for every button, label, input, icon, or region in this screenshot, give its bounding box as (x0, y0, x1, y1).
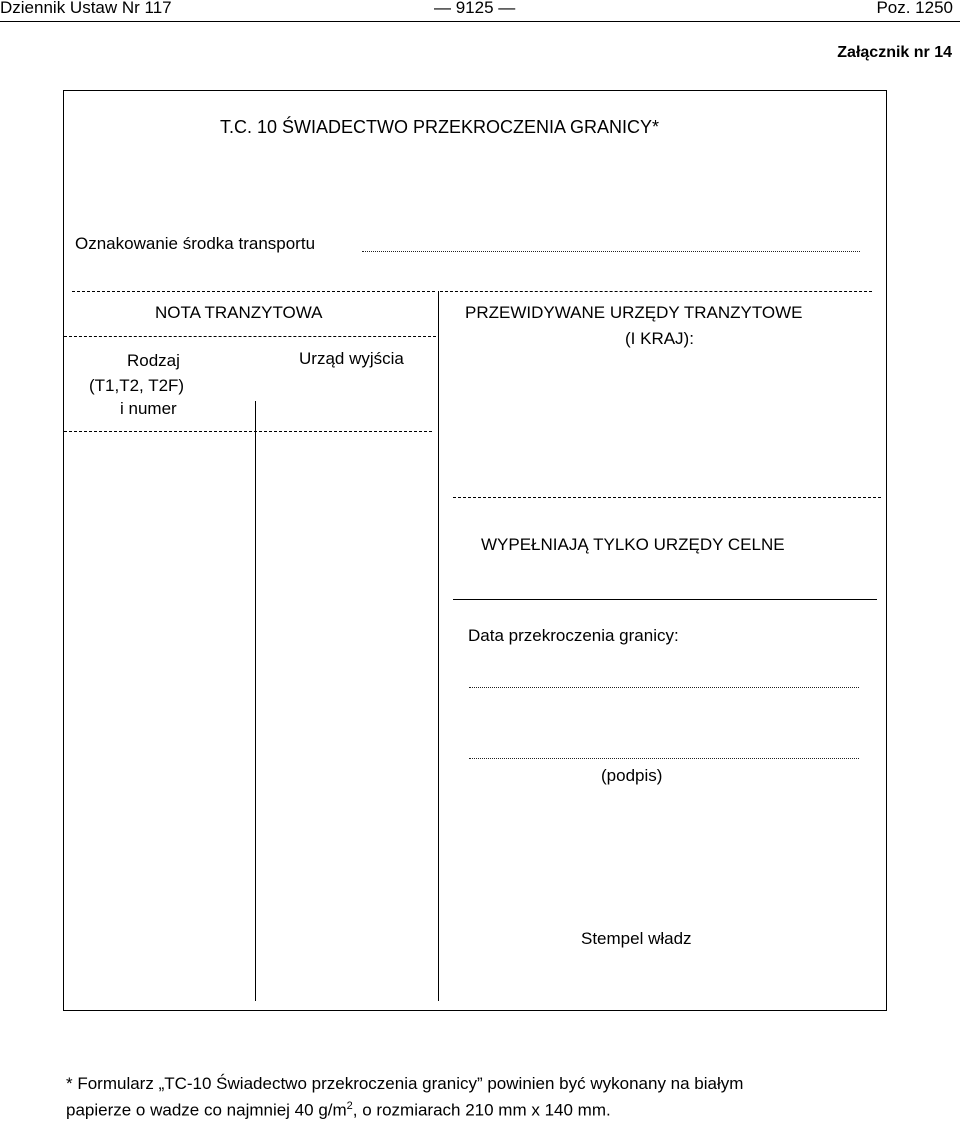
header-rule (0, 21, 960, 22)
crossing-date-label: Data przekroczenia granicy: (468, 626, 679, 645)
footnote-superscript: 2 (346, 1100, 353, 1112)
top-dashed-rule-left (72, 291, 435, 292)
crossing-date-field[interactable] (469, 687, 859, 688)
offices-dashed-rule (453, 497, 881, 498)
column-type-number: i numer (120, 399, 177, 418)
transit-note-heading: NOTA TRANZYTOWA (155, 303, 323, 322)
column-type-label: Rodzaj (127, 351, 180, 370)
footnote-line-2-end: , o rozmiarach 210 mm x 140 mm. (352, 1100, 611, 1120)
top-dashed-rule-right (440, 291, 872, 292)
customs-section-rule (453, 599, 877, 600)
signature-field[interactable] (469, 758, 859, 759)
footnote-line-2 (66, 1095, 743, 1122)
footnote (66, 1073, 743, 1122)
column-divider-left (255, 401, 256, 1001)
signature-label: (podpis) (601, 766, 663, 785)
column-office-label: Urząd wyjścia (299, 349, 404, 368)
form-title: T.C. 10 ŚWIADECTWO PRZEKROCZENIA GRANICY* (220, 117, 660, 137)
page-number: — 9125 — (434, 0, 516, 17)
customs-only-label: WYPEŁNIAJĄ TYLKO URZĘDY CELNE (481, 535, 785, 554)
transport-dotted-field[interactable] (362, 251, 860, 252)
column-type-codes: (T1,T2, T2F) (89, 376, 185, 395)
journal-title: Dziennik Ustaw Nr 117 (0, 0, 172, 17)
footnote-line-2-text: papierze o wadze co najmniej 40 g/m (66, 1100, 347, 1120)
position-number: Poz. 1250 (876, 0, 953, 17)
transit-note-dashed-rule (64, 336, 436, 337)
column-divider-main (438, 291, 439, 1001)
footnote-line-1: * Formularz „TC-10 Świadectwo przekroczenia granicy” powinien być wykonany na białym (66, 1074, 744, 1093)
columns-dashed-rule (64, 431, 432, 432)
transit-offices-heading: PRZEWIDYWANE URZĘDY TRANZYTOWE (465, 303, 803, 322)
transport-label: Oznakowanie środka transportu (75, 234, 316, 253)
annex-label: Załącznik nr 14 (837, 44, 952, 61)
border-certificate-form (63, 90, 887, 1011)
stamp-label: Stempel władz (581, 929, 692, 948)
transit-offices-country: (I KRAJ): (625, 329, 694, 348)
